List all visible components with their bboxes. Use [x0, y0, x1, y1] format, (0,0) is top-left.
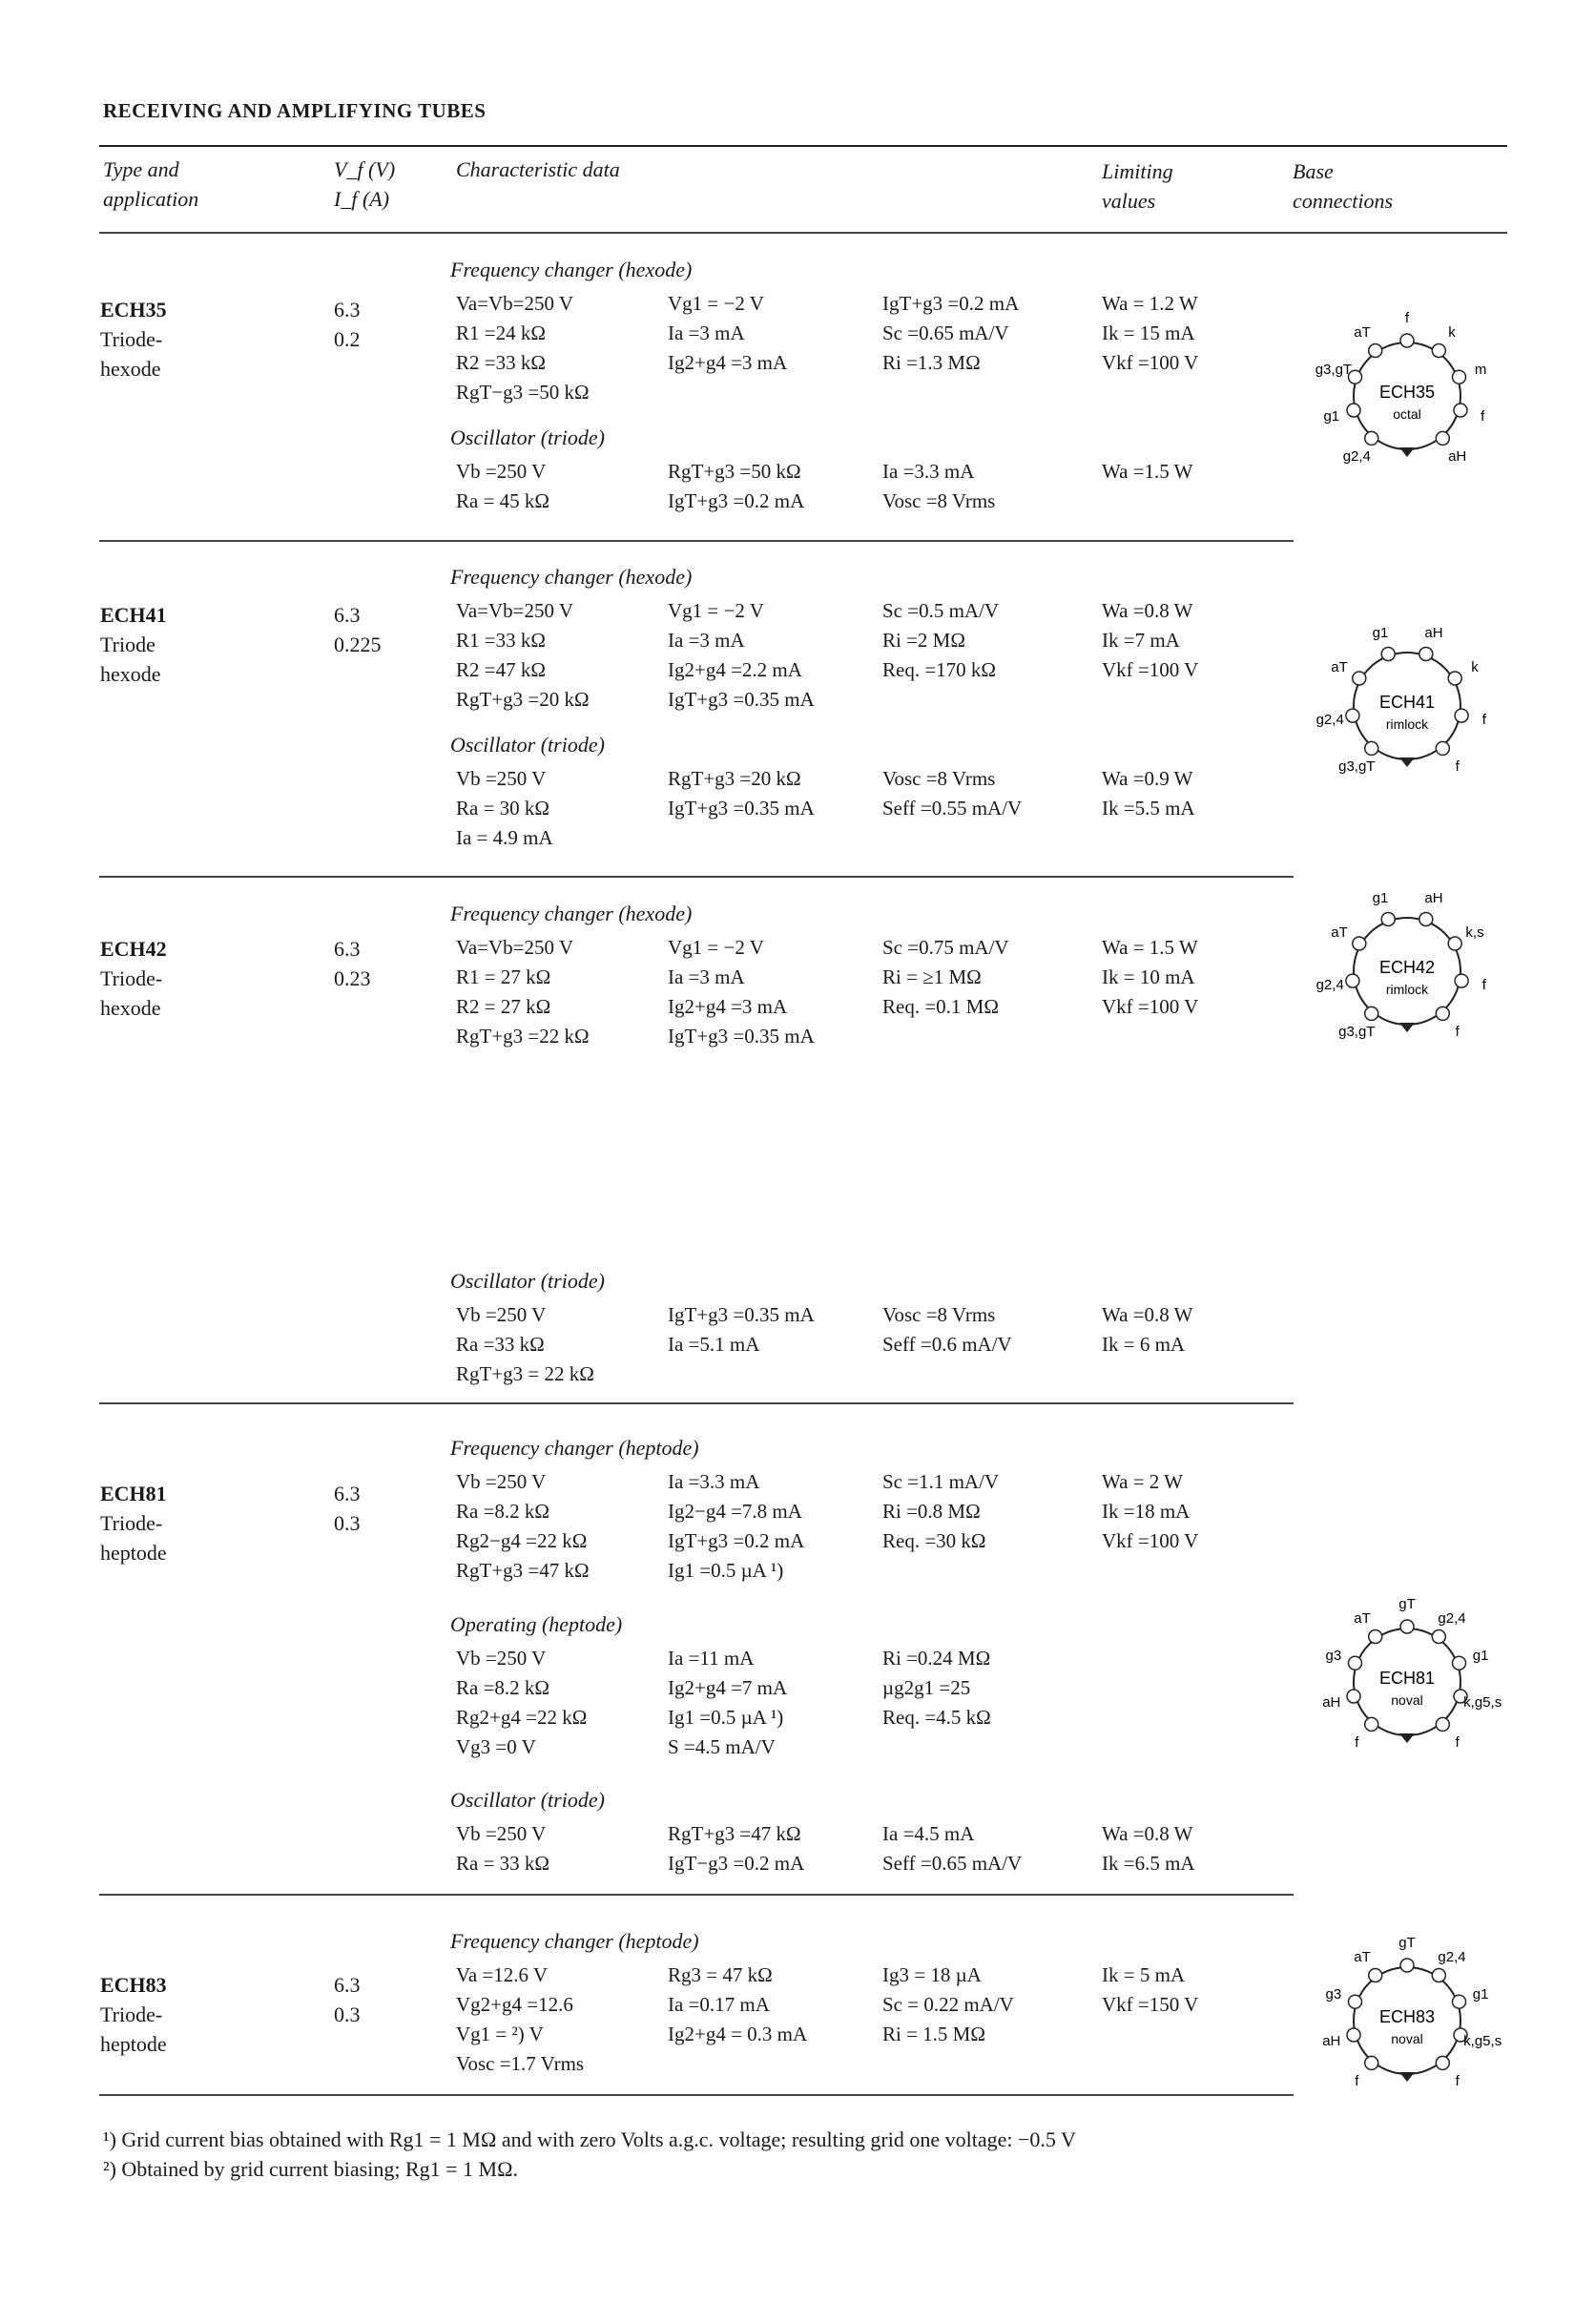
pin-label: g3,gT — [1338, 757, 1376, 775]
characteristic-value: µg2g1 =25 — [882, 1676, 971, 1699]
characteristic-value: Ra =33 kΩ — [456, 1333, 545, 1356]
socket-kind-label: rimlock — [1385, 982, 1429, 997]
section-heading: Oscillator (triode) — [450, 425, 605, 449]
characteristic-value: Ig2+g4 =3 mA — [668, 351, 788, 374]
pin-circle — [1400, 1959, 1414, 1972]
limiting-value: Wa = 2 W — [1102, 1470, 1183, 1493]
filament-current: 0.3 — [334, 1511, 361, 1535]
pin-circle — [1369, 1630, 1382, 1644]
pin-circle — [1453, 1656, 1466, 1670]
characteristic-value: Req. =0.1 MΩ — [882, 995, 999, 1018]
characteristic-value: Ra = 30 kΩ — [456, 797, 550, 820]
pin-circle — [1400, 334, 1414, 347]
limiting-value: Ik =6.5 mA — [1102, 1852, 1195, 1875]
characteristic-value: Vg2+g4 =12.6 — [456, 1993, 573, 2016]
characteristic-value: Vg1 = −2 V — [668, 292, 764, 315]
tube-application: Triode — [100, 633, 155, 656]
pin-label: f — [1355, 1733, 1359, 1751]
pin-label: aT — [1354, 1609, 1371, 1627]
limiting-value: Wa =0.8 W — [1102, 599, 1193, 622]
col-header-if-line: I_f (A) — [334, 187, 390, 211]
characteristic-value: Sc =0.75 mA/V — [882, 936, 1009, 959]
tube-name: ECH41 — [100, 603, 167, 627]
pin-label: g3,gT — [1315, 362, 1353, 378]
limiting-value: Wa =0.8 W — [1102, 1822, 1193, 1845]
pin-label: f — [1455, 757, 1460, 775]
characteristic-value: Ig2+g4 =3 mA — [668, 995, 788, 1018]
tube-separator-rule — [99, 2094, 1294, 2096]
pin-label: f — [1455, 1023, 1460, 1040]
characteristic-value: RgT+g3 = 22 kΩ — [456, 1362, 594, 1385]
pin-circle — [1365, 431, 1378, 445]
characteristic-value: IgT+g3 =0.35 mA — [668, 797, 815, 820]
limiting-value: Vkf =100 V — [1102, 351, 1199, 374]
pin-circle — [1453, 1995, 1466, 2008]
characteristic-value: Rg2+g4 =22 kΩ — [456, 1706, 588, 1729]
limiting-value: Ik =18 mA — [1102, 1500, 1191, 1523]
pin-label: aT — [1354, 1948, 1371, 1965]
tube-separator-rule — [99, 540, 1294, 542]
characteristic-value: Sc =0.5 mA/V — [882, 599, 1000, 622]
section-heading: Frequency changer (heptode) — [450, 1929, 699, 1953]
characteristic-value: Vb =250 V — [456, 1822, 547, 1845]
pin-label: g3 — [1325, 1648, 1342, 1664]
tube-separator-rule — [99, 876, 1294, 878]
pin-circle — [1436, 431, 1449, 445]
pin-label: aH — [1448, 447, 1467, 465]
col-header-base — [1293, 156, 1393, 216]
characteristic-value: Req. =30 kΩ — [882, 1529, 986, 1552]
pin-label: aH — [1424, 889, 1443, 906]
base-connection-diagram — [1293, 611, 1522, 801]
characteristic-value: IgT+g3 =0.2 mA — [668, 489, 805, 512]
socket-key-icon — [1399, 1023, 1415, 1032]
section-heading: Frequency changer (heptode) — [450, 1436, 699, 1460]
filament-current: 0.23 — [334, 966, 371, 990]
characteristic-value: Ig2+g4 =2.2 mA — [668, 658, 802, 681]
section-heading: Frequency changer (hexode) — [450, 258, 693, 281]
pin-circle — [1365, 2056, 1378, 2069]
characteristic-value: R1 =24 kΩ — [456, 322, 546, 344]
characteristic-value: RgT−g3 =50 kΩ — [456, 381, 590, 404]
base-connection-diagram — [1293, 1587, 1522, 1777]
pin-circle — [1347, 2028, 1360, 2042]
characteristic-value: Ia =3.3 mA — [882, 460, 975, 483]
pin-label: g3 — [1325, 1986, 1342, 2002]
pin-circle — [1346, 709, 1359, 722]
limiting-value: Vkf =100 V — [1102, 995, 1199, 1018]
pin-circle — [1448, 672, 1461, 685]
tube-name: ECH81 — [100, 1482, 167, 1505]
characteristic-value: Vosc =1.7 Vrms — [456, 2052, 585, 2075]
characteristic-value: Ig3 = 18 µA — [882, 1963, 982, 1986]
pin-label: g2,4 — [1438, 1609, 1466, 1627]
limiting-value: Wa = 1.2 W — [1102, 292, 1198, 315]
limiting-value: Vkf =100 V — [1102, 658, 1199, 681]
pin-label: f — [1404, 310, 1410, 326]
characteristic-value: IgT+g3 =0.35 mA — [668, 1303, 815, 1326]
tube-separator-rule — [99, 1894, 1294, 1896]
filament-current: 0.2 — [334, 327, 361, 351]
socket-kind-label: noval — [1391, 1692, 1423, 1708]
characteristic-value: R2 = 27 kΩ — [456, 995, 551, 1018]
limiting-value: Wa =0.9 W — [1102, 767, 1193, 790]
characteristic-value: Ia =3 mA — [668, 322, 745, 344]
limiting-value: Ik =7 mA — [1102, 629, 1180, 652]
filament-voltage: 6.3 — [334, 298, 361, 322]
characteristic-value: R1 = 27 kΩ — [456, 965, 551, 988]
pin-circle — [1365, 1006, 1378, 1020]
pin-label: f — [1481, 977, 1486, 994]
base-connection-diagram — [1293, 301, 1522, 491]
characteristic-value: Ia =3 mA — [668, 629, 745, 652]
pin-label: g1 — [1372, 889, 1389, 906]
characteristic-value: Ri = ≥1 MΩ — [882, 965, 982, 988]
characteristic-value: Va=Vb=250 V — [456, 292, 574, 315]
tube-separator-rule — [99, 1402, 1294, 1404]
characteristic-value: Ig2−g4 =7.8 mA — [668, 1500, 802, 1523]
section-heading: Frequency changer (hexode) — [450, 902, 693, 925]
characteristic-value: R2 =47 kΩ — [456, 658, 546, 681]
pin-circle — [1349, 1656, 1362, 1670]
filament-voltage: 6.3 — [334, 1482, 361, 1505]
characteristic-value: Ia = 4.9 mA — [456, 826, 553, 849]
socket-kind-label: noval — [1391, 2031, 1423, 2046]
characteristic-value: Ri = 1.5 MΩ — [882, 2023, 985, 2045]
pin-label: g1 — [1372, 624, 1389, 641]
characteristic-value: Vb =250 V — [456, 1647, 547, 1670]
pin-circle — [1346, 974, 1359, 987]
characteristic-value: Ia =4.5 mA — [882, 1822, 975, 1845]
col-header-vf — [334, 155, 395, 214]
tube-application: heptode — [100, 1541, 167, 1565]
characteristic-value: Vb =250 V — [456, 460, 547, 483]
characteristic-value: Ri =1.3 MΩ — [882, 351, 981, 374]
pin-label: k — [1448, 323, 1456, 341]
pin-circle — [1432, 1630, 1445, 1644]
characteristic-value: IgT+g3 =0.2 mA — [668, 1529, 805, 1552]
limiting-value: Ik = 15 mA — [1102, 322, 1195, 344]
characteristic-value: Req. =4.5 kΩ — [882, 1706, 991, 1729]
pin-circle — [1347, 404, 1360, 417]
header-bottom-rule — [99, 232, 1507, 234]
characteristic-value: RgT+g3 =50 kΩ — [668, 460, 801, 483]
characteristic-value: Ig2+g4 =7 mA — [668, 1676, 788, 1699]
col-header-type-line2: application — [103, 187, 199, 211]
pin-circle — [1432, 344, 1445, 358]
pin-label: gT — [1398, 1935, 1416, 1951]
pin-circle — [1365, 1717, 1378, 1731]
page-title: RECEIVING AND AMPLIFYING TUBES — [103, 99, 487, 122]
pin-circle — [1347, 1690, 1360, 1703]
pin-label: m — [1474, 362, 1487, 378]
characteristic-value: Rg2−g4 =22 kΩ — [456, 1529, 588, 1552]
characteristic-value: Vb =250 V — [456, 1470, 547, 1493]
pin-circle — [1419, 648, 1433, 661]
characteristic-value: Ig2+g4 = 0.3 mA — [668, 2023, 808, 2045]
pin-label: g3,gT — [1338, 1023, 1376, 1040]
header-top-rule — [99, 145, 1507, 147]
characteristic-value: Vg1 = −2 V — [668, 936, 764, 959]
characteristic-value: Ri =2 MΩ — [882, 629, 965, 652]
pin-label: k,g5,s — [1463, 2033, 1502, 2050]
characteristic-value: Va =12.6 V — [456, 1963, 549, 1986]
characteristic-value: Ia =3.3 mA — [668, 1470, 760, 1493]
characteristic-value: Sc =1.1 mA/V — [882, 1470, 1000, 1493]
characteristic-value: R2 =33 kΩ — [456, 351, 546, 374]
pin-circle — [1400, 1620, 1414, 1633]
footnote-1: ¹) Grid current bias obtained with Rg1 = 1 MΩ and with zero Volts a.g.c. voltage; resulting grid one voltage: −0.5 V — [103, 2127, 1076, 2151]
socket-key-icon — [1399, 2072, 1415, 2082]
characteristic-value: Ig1 =0.5 µA ¹) — [668, 1706, 784, 1729]
col-header-vf-line: V_f (V) — [334, 157, 396, 181]
characteristic-value: Ra =8.2 kΩ — [456, 1676, 550, 1699]
pin-circle — [1453, 370, 1466, 384]
pin-label: f — [1481, 408, 1485, 425]
pin-label: aT — [1354, 323, 1371, 341]
col-header-limiting — [1102, 156, 1173, 216]
col-header-limiting-line2: values — [1102, 189, 1156, 213]
tube-application: heptode — [100, 2032, 167, 2056]
pin-label: g2,4 — [1438, 1948, 1466, 1965]
pin-label: g1 — [1323, 408, 1340, 425]
characteristic-value: Seff =0.6 mA/V — [882, 1333, 1012, 1356]
pin-label: gT — [1398, 1596, 1416, 1612]
socket-type-label: ECH35 — [1378, 383, 1436, 402]
pin-circle — [1432, 1969, 1445, 1982]
characteristic-value: RgT+g3 =47 kΩ — [456, 1559, 590, 1582]
limiting-value: Ik = 6 mA — [1102, 1333, 1186, 1356]
col-header-limiting-line1: Limiting — [1102, 159, 1173, 183]
pin-label: g2,4 — [1315, 712, 1344, 729]
characteristic-value: Vosc =8 Vrms — [882, 489, 996, 512]
base-connection-diagram — [1293, 1925, 1522, 2116]
characteristic-value: Vosc =8 Vrms — [882, 1303, 996, 1326]
limiting-value: Vkf =150 V — [1102, 1993, 1199, 2016]
pin-circle — [1454, 404, 1467, 417]
limiting-value: Wa =1.5 W — [1102, 460, 1193, 483]
socket-type-label: ECH42 — [1378, 958, 1436, 977]
tube-application: hexode — [100, 357, 161, 381]
tube-application: hexode — [100, 996, 161, 1020]
pin-circle — [1436, 741, 1449, 755]
limiting-value: Wa = 1.5 W — [1102, 936, 1198, 959]
col-header-base-line1: Base — [1293, 159, 1334, 183]
pin-circle — [1381, 648, 1395, 661]
pin-circle — [1455, 974, 1468, 987]
characteristic-value: Vb =250 V — [456, 1303, 547, 1326]
col-header-char: Characteristic data — [456, 157, 620, 181]
tube-name: ECH35 — [100, 298, 167, 322]
characteristic-value: Sc =0.65 mA/V — [882, 322, 1009, 344]
pin-circle — [1436, 2056, 1449, 2069]
socket-type-label: ECH41 — [1378, 693, 1436, 712]
pin-circle — [1349, 1995, 1362, 2008]
tube-application: hexode — [100, 662, 161, 686]
characteristic-value: Vb =250 V — [456, 767, 547, 790]
pin-label: k — [1471, 659, 1479, 675]
characteristic-value: Ra =8.2 kΩ — [456, 1500, 550, 1523]
characteristic-value: Ia =11 mA — [668, 1647, 755, 1670]
characteristic-value: Req. =170 kΩ — [882, 658, 997, 681]
characteristic-value: Ra = 45 kΩ — [456, 489, 550, 512]
pin-label: g1 — [1472, 1986, 1489, 2002]
pin-circle — [1419, 913, 1433, 926]
socket-type-label: ECH81 — [1378, 1669, 1436, 1688]
col-header-type-line1: Type and — [103, 157, 179, 181]
characteristic-value: Ra = 33 kΩ — [456, 1852, 550, 1875]
pin-label: g2,4 — [1342, 447, 1371, 465]
tube-name: ECH42 — [100, 937, 167, 961]
pin-circle — [1448, 937, 1461, 950]
pin-label: k,g5,s — [1463, 1694, 1502, 1712]
socket-kind-label: octal — [1393, 406, 1421, 422]
characteristic-value: RgT+g3 =20 kΩ — [668, 767, 801, 790]
col-header-type — [103, 155, 198, 214]
characteristic-value: Vg3 =0 V — [456, 1735, 536, 1758]
characteristic-value: RgT+g3 =22 kΩ — [456, 1025, 590, 1048]
characteristic-value: Va=Vb=250 V — [456, 936, 574, 959]
pin-label: k,s — [1465, 924, 1484, 941]
characteristic-value: IgT+g3 =0.2 mA — [882, 292, 1020, 315]
section-heading: Operating (heptode) — [450, 1612, 623, 1636]
characteristic-value: Va=Vb=250 V — [456, 599, 574, 622]
pin-circle — [1381, 913, 1395, 926]
pin-label: g1 — [1472, 1648, 1489, 1664]
pin-label: f — [1355, 2072, 1359, 2089]
characteristic-value: IgT+g3 =0.35 mA — [668, 688, 815, 711]
characteristic-value: Ia =3 mA — [668, 965, 745, 988]
limiting-value: Ik =5.5 mA — [1102, 797, 1195, 820]
pin-label: aT — [1331, 659, 1348, 675]
limiting-value: Wa =0.8 W — [1102, 1303, 1193, 1326]
filament-voltage: 6.3 — [334, 1973, 361, 1997]
pin-label: g2,4 — [1315, 977, 1344, 994]
pin-label: f — [1455, 2072, 1460, 2089]
characteristic-value: Ia =5.1 mA — [668, 1333, 760, 1356]
filament-current: 0.3 — [334, 2002, 361, 2026]
limiting-value: Ik = 10 mA — [1102, 965, 1195, 988]
filament-current: 0.225 — [334, 633, 382, 656]
section-heading: Oscillator (triode) — [450, 733, 605, 757]
pin-circle — [1436, 1717, 1449, 1731]
characteristic-value: IgT−g3 =0.2 mA — [668, 1852, 805, 1875]
characteristic-value: RgT+g3 =47 kΩ — [668, 1822, 801, 1845]
footnote-2: ²) Obtained by grid current biasing; Rg1 = 1 MΩ. — [103, 2157, 518, 2181]
characteristic-value: Ia =0.17 mA — [668, 1993, 770, 2016]
limiting-value: Vkf =100 V — [1102, 1529, 1199, 1552]
characteristic-value: Vg1 = ²) V — [456, 2023, 544, 2045]
pin-circle — [1369, 1969, 1382, 1982]
socket-kind-label: rimlock — [1385, 716, 1429, 732]
pin-circle — [1365, 741, 1378, 755]
pin-label: aH — [1322, 1694, 1341, 1712]
tube-application: Triode- — [100, 327, 163, 351]
limiting-value: Ik = 5 mA — [1102, 1963, 1186, 1986]
characteristic-value: Rg3 = 47 kΩ — [668, 1963, 773, 1986]
characteristic-value: R1 =33 kΩ — [456, 629, 546, 652]
characteristic-value: Vosc =8 Vrms — [882, 767, 996, 790]
pin-circle — [1353, 937, 1366, 950]
characteristic-value: Ig1 =0.5 µA ¹) — [668, 1559, 784, 1582]
pin-label: f — [1481, 712, 1486, 729]
section-heading: Frequency changer (hexode) — [450, 565, 693, 589]
tube-application: Triode- — [100, 2002, 163, 2026]
pin-label: aH — [1322, 2033, 1341, 2050]
pin-circle — [1353, 672, 1366, 685]
base-connection-diagram — [1293, 876, 1522, 1067]
socket-key-icon — [1399, 757, 1415, 767]
characteristic-value: Sc = 0.22 mA/V — [882, 1993, 1014, 2016]
col-header-base-line2: connections — [1293, 189, 1394, 213]
pin-label: aT — [1331, 924, 1348, 941]
pin-circle — [1436, 1006, 1449, 1020]
characteristic-value: Ri =0.8 MΩ — [882, 1500, 981, 1523]
pin-label: aH — [1424, 624, 1443, 641]
characteristic-value: Ri =0.24 MΩ — [882, 1647, 991, 1670]
characteristic-value: Vg1 = −2 V — [668, 599, 764, 622]
characteristic-value: Seff =0.65 mA/V — [882, 1852, 1023, 1875]
tube-name: ECH83 — [100, 1973, 167, 1997]
pin-label: f — [1455, 1733, 1460, 1751]
tube-application: Triode- — [100, 1511, 163, 1535]
characteristic-value: IgT+g3 =0.35 mA — [668, 1025, 815, 1048]
characteristic-value: S =4.5 mA/V — [668, 1735, 776, 1758]
section-heading: Oscillator (triode) — [450, 1788, 605, 1812]
filament-voltage: 6.3 — [334, 603, 361, 627]
pin-circle — [1369, 344, 1382, 358]
socket-key-icon — [1399, 447, 1415, 457]
tube-application: Triode- — [100, 966, 163, 990]
socket-type-label: ECH83 — [1378, 2007, 1436, 2026]
filament-voltage: 6.3 — [334, 937, 361, 961]
socket-key-icon — [1399, 1733, 1415, 1743]
section-heading: Oscillator (triode) — [450, 1269, 605, 1293]
pin-circle — [1455, 709, 1468, 722]
characteristic-value: Seff =0.55 mA/V — [882, 797, 1023, 820]
characteristic-value: RgT+g3 =20 kΩ — [456, 688, 590, 711]
